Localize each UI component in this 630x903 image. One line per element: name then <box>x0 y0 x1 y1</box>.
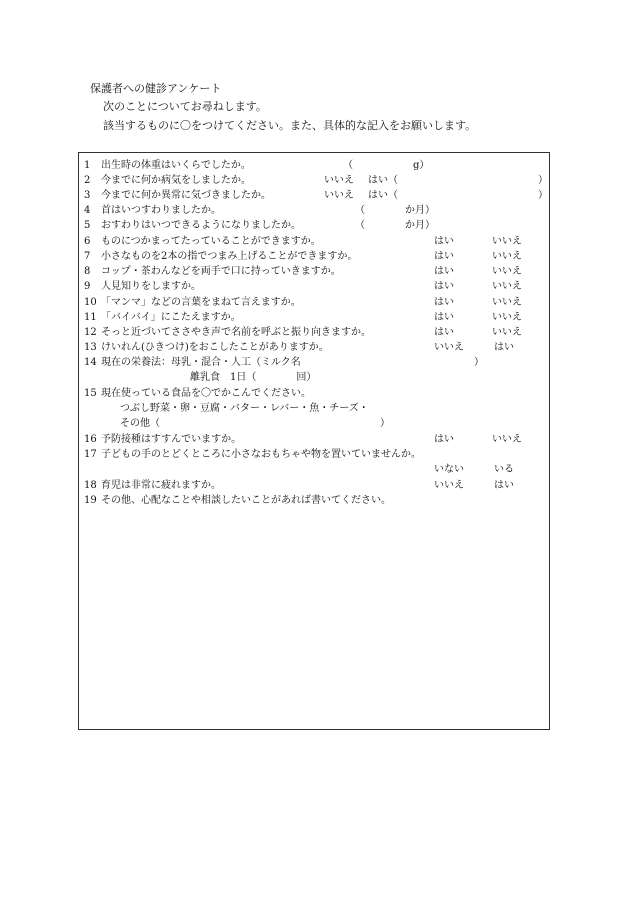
question-number: 7 <box>84 251 91 262</box>
option-b[interactable]: いいえ <box>492 251 522 262</box>
option-a[interactable]: はい <box>434 434 454 445</box>
question-text: 現在使っている食品を〇でかこんでください。 <box>101 388 311 399</box>
option-yes[interactable]: はい（ <box>368 175 398 186</box>
bracket-close: ） <box>474 357 484 368</box>
question-number: 3 <box>84 190 91 201</box>
option-a[interactable]: はい <box>434 312 454 323</box>
question-text: そっと近づいてささやき声で名前を呼ぶと振り向きますか。 <box>101 327 371 338</box>
option-b[interactable]: いいえ <box>492 312 522 323</box>
question-text: 出生時の体重はいくらでしたか。 <box>101 160 251 171</box>
question-text: 「マンマ」などの言葉をまねて言えますか。 <box>101 297 301 308</box>
question-text: ものにつかまってたっていることができますか。 <box>101 236 321 247</box>
option-a[interactable]: いない <box>434 464 464 475</box>
option-b[interactable]: いいえ <box>492 236 522 247</box>
question-number: 4 <box>84 205 91 216</box>
option-b[interactable]: はい <box>494 480 514 491</box>
option-a[interactable]: いいえ <box>434 342 464 353</box>
bracket-close: ） <box>538 175 548 186</box>
option-yes[interactable]: はい（ <box>368 190 398 201</box>
question-text: コップ・茶わんなどを両手で口に持っていきますか。 <box>101 266 341 277</box>
question-number: 1 <box>84 160 91 171</box>
option-b[interactable]: いる <box>494 464 514 475</box>
weaning-food-field[interactable]: 離乳食 1日（ 回） <box>190 372 317 383</box>
question-text: 現在の栄養法：母乳・混合・人工（ミルク名 <box>101 357 301 368</box>
question-number: 16 <box>84 434 97 445</box>
question-text: 育児は非常に疲れますか。 <box>101 480 221 491</box>
question-number: 13 <box>84 342 97 353</box>
free-comment-area[interactable] <box>101 512 541 722</box>
option-no[interactable]: いいえ <box>324 175 354 186</box>
food-options[interactable]: つぶし野菜・卵・豆腐・バター・レバー・魚・チーズ・ <box>120 403 369 414</box>
question-text: 「バイバイ」にこたえますか。 <box>101 312 241 323</box>
question-number: 9 <box>84 281 91 292</box>
question-number: 10 <box>84 297 97 308</box>
question-text: 今までに何か病気をしましたか。 <box>101 175 251 186</box>
question-number: 8 <box>84 266 91 277</box>
question-text: 人見知りをしますか。 <box>101 281 201 292</box>
option-a[interactable]: はい <box>434 251 454 262</box>
question-text: 子どもの手のとどくところに小さなおもちゃや物を置いていませんか。 <box>101 449 421 460</box>
weight-answer-field[interactable]: （ g） <box>343 160 430 171</box>
other-food-field[interactable]: その他（ <box>120 418 160 429</box>
question-number: 15 <box>84 388 97 399</box>
question-text: 小さなものを2本の指でつまみ上げることができますか。 <box>101 251 358 262</box>
bracket-close: ） <box>538 190 548 201</box>
question-number: 19 <box>84 495 97 506</box>
option-a[interactable]: はい <box>434 297 454 308</box>
question-text: おすわりはいつできるようになりましたか。 <box>101 220 301 231</box>
question-text: 予防接種はすすんでいますか。 <box>101 434 242 445</box>
option-a[interactable]: はい <box>434 236 454 247</box>
question-text: けいれん(ひきつけ)をおこしたことがありますか。 <box>101 342 329 353</box>
month-answer-field[interactable]: （ か月） <box>355 205 435 216</box>
option-b[interactable]: いいえ <box>492 297 522 308</box>
option-b[interactable]: いいえ <box>492 327 522 338</box>
question-text: その他、心配なことや相談したいことがあれば書いてください。 <box>101 495 391 506</box>
option-a[interactable]: はい <box>434 327 454 338</box>
question-number: 17 <box>84 449 97 460</box>
option-no[interactable]: いいえ <box>324 190 354 201</box>
option-b[interactable]: いいえ <box>492 281 522 292</box>
option-b[interactable]: いいえ <box>492 266 522 277</box>
option-a[interactable]: はい <box>434 281 454 292</box>
option-b[interactable]: いいえ <box>492 434 522 445</box>
question-text: 今までに何か異常に気づきましたか。 <box>101 190 271 201</box>
intro-line-2: 該当するものに〇をつけてください。また、具体的な記入をお願いします。 <box>103 119 477 132</box>
option-b[interactable]: はい <box>494 342 514 353</box>
question-number: 5 <box>84 220 91 231</box>
option-a[interactable]: はい <box>434 266 454 277</box>
month-answer-field[interactable]: （ か月） <box>355 220 435 231</box>
question-text: 首はいつすわりましたか。 <box>101 205 221 216</box>
question-number: 11 <box>84 312 97 323</box>
bracket-close: ） <box>380 418 390 429</box>
question-number: 6 <box>84 236 91 247</box>
question-number: 12 <box>84 327 97 338</box>
question-number: 14 <box>84 357 97 368</box>
option-a[interactable]: いいえ <box>434 480 464 491</box>
question-number: 2 <box>84 175 91 186</box>
form-title: 保護者への健診アンケート <box>90 82 222 95</box>
question-number: 18 <box>84 480 97 491</box>
intro-line-1: 次のことについてお尋ねします。 <box>103 100 267 113</box>
